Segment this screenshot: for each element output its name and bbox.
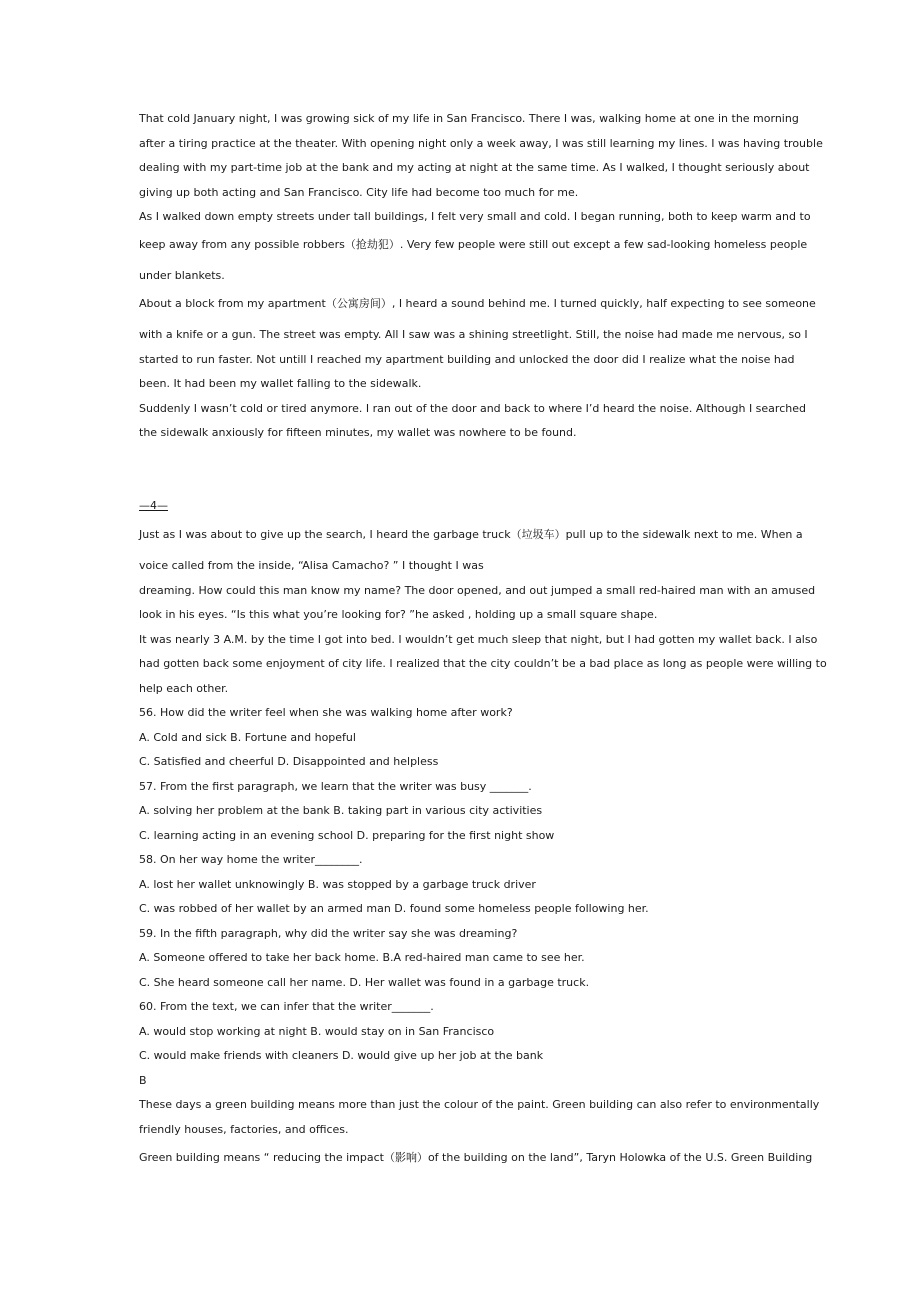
question-option: C. She heard someone call her name. D. Her wallet was found in a garbage truck. bbox=[139, 976, 590, 989]
text-line: dealing with my part-time job at the bank and my acting at night at the same time. As I walked, I thought seriously about bbox=[139, 161, 810, 174]
question-option: A. lost her wallet unknowingly B. was stopped by a garbage truck driver bbox=[139, 878, 536, 891]
text-line: look in his eyes. “Is this what you’re looking for? ”he asked , holding up a small square shape. bbox=[139, 608, 658, 621]
text-line: giving up both acting and San Francisco. City life had become too much for me. bbox=[139, 186, 579, 199]
question-option: A. Cold and sick B. Fortune and hopeful bbox=[139, 731, 356, 744]
question-option: C. learning acting in an evening school D. preparing for the first night show bbox=[139, 829, 555, 842]
text-line: Suddenly I wasn’t cold or tired anymore. I ran out of the door and back to where I’d heard the noise. Although I searched bbox=[139, 402, 806, 415]
text-line: help each other. bbox=[139, 682, 229, 695]
text-line: As I walked down empty streets under tall buildings, I felt very small and cold. I began running, both to keep warm and to bbox=[139, 210, 811, 223]
text-line: with a knife or a gun. The street was empty. All I saw was a shining streetlight. Still, the noise had made me nervous, so I bbox=[139, 328, 808, 341]
text-line: had gotten back some enjoyment of city life. I realized that the city couldn’t be a bad place as long as people were willing to bbox=[139, 657, 827, 670]
text-line: dreaming. How could this man know my name? The door opened, and out jumped a small red-haired man with an amused bbox=[139, 584, 816, 597]
text-line: under blankets. bbox=[139, 269, 225, 282]
question-option: C. Satisfied and cheerful D. Disappointed and helpless bbox=[139, 755, 439, 768]
text-line: Green building means “ reducing the impact（影响）of the building on the land”, Taryn Holowka of the U.S. Green Building bbox=[139, 1151, 813, 1164]
question-option: C. was robbed of her wallet by an armed man D. found some homeless people following her. bbox=[139, 902, 649, 915]
text-line: voice called from the inside, “Alisa Camacho? ” I thought I was bbox=[139, 559, 484, 572]
question-option: C. would make friends with cleaners D. would give up her job at the bank bbox=[139, 1049, 544, 1062]
question-stem: 60. From the text, we can infer that the writer_______. bbox=[139, 1000, 434, 1013]
text-line: keep away from any possible robbers（抢劫犯）. Very few people were still out except a few sad-looking homeless people bbox=[139, 238, 808, 251]
text-line: That cold January night, I was growing sick of my life in San Francisco. There I was, walking home at one in the morning bbox=[139, 112, 799, 125]
text-line: the sidewalk anxiously for fifteen minutes, my wallet was nowhere to be found. bbox=[139, 426, 577, 439]
text-line: been. It had been my wallet falling to the sidewalk. bbox=[139, 377, 422, 390]
text-line: These days a green building means more than just the colour of the paint. Green building can also refer to environmentally bbox=[139, 1098, 820, 1111]
question-option: A. solving her problem at the bank B. taking part in various city activities bbox=[139, 804, 543, 817]
question-stem: 59. In the fifth paragraph, why did the writer say she was dreaming? bbox=[139, 927, 518, 940]
text-line: Just as I was about to give up the search, I heard the garbage truck（垃圾车）pull up to the sidewalk next to me. When a bbox=[139, 528, 803, 541]
text-line: started to run faster. Not untill I reached my apartment building and unlocked the door did I realize what the noise had bbox=[139, 353, 795, 366]
question-option: A. Someone offered to take her back home. B.A red-haired man came to see her. bbox=[139, 951, 585, 964]
question-option: A. would stop working at night B. would stay on in San Francisco bbox=[139, 1025, 495, 1038]
question-stem: 57. From the first paragraph, we learn that the writer was busy _______. bbox=[139, 780, 532, 793]
text-line: About a block from my apartment（公寓房间）, I heard a sound behind me. I turned quickly, half expecting to see someone bbox=[139, 297, 816, 310]
text-line: friendly houses, factories, and offices. bbox=[139, 1123, 349, 1136]
question-stem: 56. How did the writer feel when she was walking home after work? bbox=[139, 706, 513, 719]
text-line: after a tiring practice at the theater. With opening night only a week away, I was still learning my lines. I was having trouble bbox=[139, 137, 823, 150]
page-number: —4— bbox=[139, 499, 168, 512]
question-stem: 58. On her way home the writer________. bbox=[139, 853, 363, 866]
section-label: B bbox=[139, 1074, 147, 1087]
text-line: It was nearly 3 A.M. by the time I got into bed. I wouldn’t get much sleep that night, but I had gotten my wallet back. I also bbox=[139, 633, 818, 646]
